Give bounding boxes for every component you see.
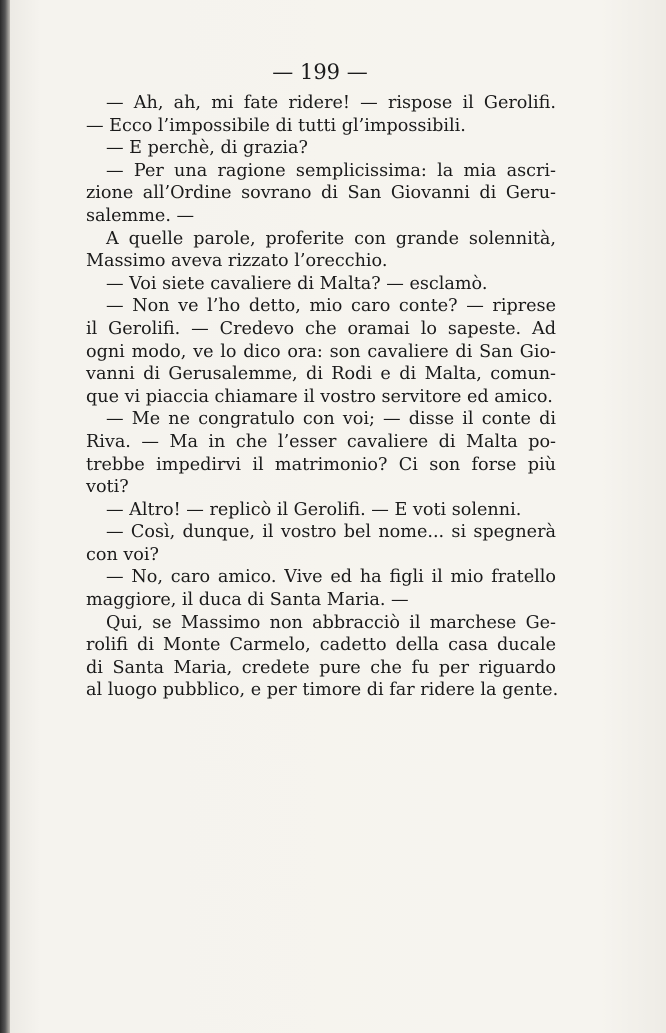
text-line: Qui, se Massimo non abbracciò il marchese Ge- xyxy=(106,612,556,633)
text-line: rolifi di Monte Carmelo, cadetto della casa ducale xyxy=(86,635,556,656)
text-line: — No, caro amico. Vive ed ha figli il mio fratello xyxy=(106,567,556,588)
text-line: di Santa Maria, credete pure che fu per riguardo xyxy=(86,657,556,678)
body-text xyxy=(86,92,559,702)
text-line: — Così, dunque, il vostro bel nome... si spegnerà xyxy=(106,522,556,543)
text-line: il Gerolifi. — Credevo che oramai lo sapeste. Ad xyxy=(86,318,556,339)
text-line: — Altro! — replicò il Gerolifi. — E voti solenni. xyxy=(106,499,522,520)
text-line: voti? xyxy=(86,477,129,498)
text-line: al luogo pubblico, e per timore di far ridere la gente. xyxy=(86,680,559,701)
text-line: con voi? xyxy=(86,544,159,565)
text-line: que vi piaccia chiamare il vostro servitore ed amico. xyxy=(86,386,553,407)
text-line: — Ah, ah, mi fate ridere! — rispose il Gerolifi. xyxy=(106,93,556,113)
book-spine-shadow xyxy=(0,0,10,1033)
text-line: zione all’Ordine sovrano di San Giovanni di Geru- xyxy=(86,183,556,204)
text-line: salemme. — xyxy=(86,205,195,226)
text-line: — Per una ragione semplicissima: la mia ascri- xyxy=(106,160,556,181)
text-line: — E perchè, di grazia? xyxy=(106,138,308,159)
text-line: — Voi siete cavaliere di Malta? — esclamò. xyxy=(106,273,488,294)
page-number: — 199 — xyxy=(272,60,368,84)
text-line: vanni di Gerusalemme, di Rodi e di Malta, comun- xyxy=(86,364,556,385)
text-line: — Non ve l’ho detto, mio caro conte? — riprese xyxy=(106,296,556,317)
text-line: Riva. — Ma in che l’esser cavaliere di Malta po- xyxy=(86,431,556,452)
text-line: — Me ne congratulo con voi; — disse il conte di xyxy=(106,409,556,430)
text-line: Massimo aveva rizzato l’orecchio. xyxy=(86,251,388,272)
text-line: trebbe impedirvi il matrimonio? Ci son forse più xyxy=(86,454,556,475)
text-line: A quelle parole, proferite con grande solennità, xyxy=(106,228,556,249)
text-line: — Ecco l’impossibile di tutti gl’impossibili. xyxy=(86,115,466,136)
text-line: ogni modo, ve lo dico ora: son cavaliere di San Gio- xyxy=(86,341,556,362)
text-line: maggiore, il duca di Santa Maria. — xyxy=(86,590,409,611)
